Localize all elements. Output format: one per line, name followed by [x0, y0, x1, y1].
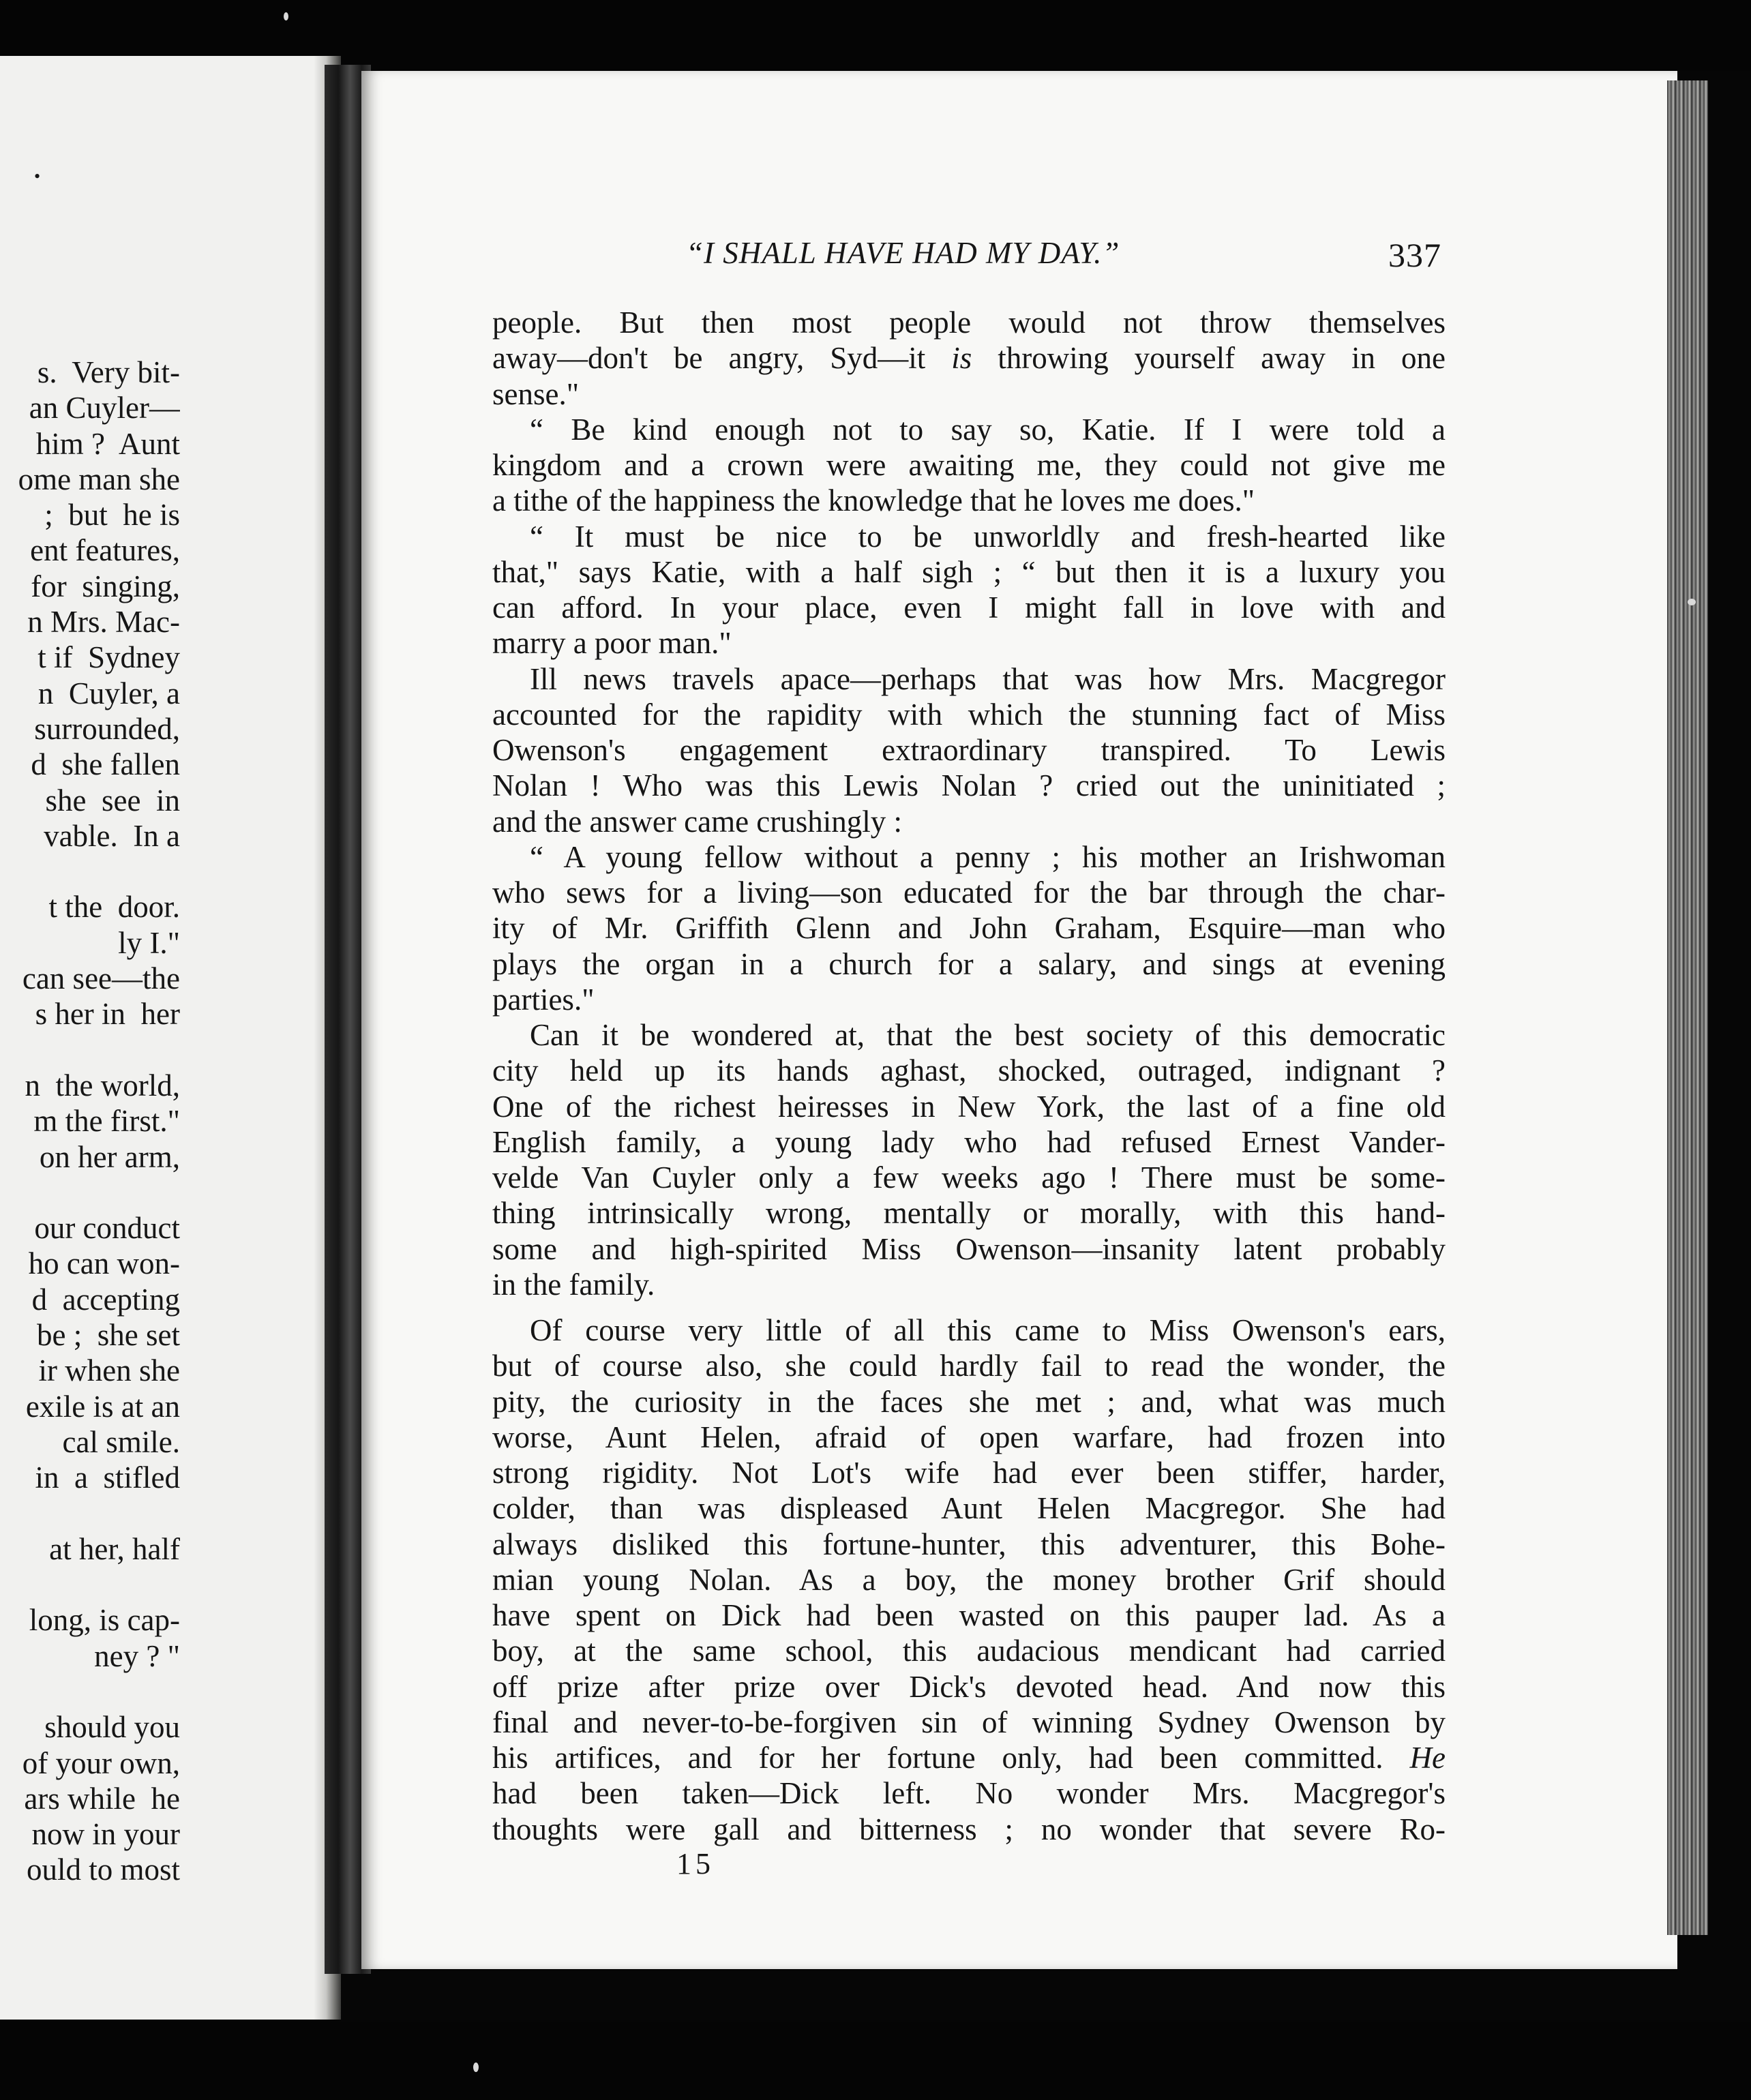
left-page-line: an Cuyler— [29, 391, 180, 425]
left-page-line: she see in [38, 783, 180, 817]
text-line: had been taken—Dick left. No wonder Mrs. Macgregor's [492, 1776, 1446, 1811]
left-page-line: m the first." [33, 1104, 180, 1139]
text-line: city held up its hands aghast, shocked, outraged, indignant ? [492, 1053, 1446, 1088]
text-line: his artifices, and for her fortune only, had been committed. He [492, 1741, 1446, 1775]
text-line: plays the organ in a church for a salary, and sings at evening [492, 946, 1446, 981]
left-page-line: s her in her [35, 997, 180, 1032]
text-line: accounted for the rapidity with which the stunning fact of Miss [492, 697, 1446, 732]
left-page-line: ir when she [38, 1353, 180, 1388]
text-line: pity, the curiosity in the faces she met ; and, what was much [492, 1384, 1446, 1419]
left-page-line: surrounded, [27, 711, 180, 746]
text-line: people. But then most people would not throw themselves [492, 305, 1446, 340]
left-page-line: exile is at an [25, 1389, 180, 1424]
left-page-line: can see—the [22, 961, 180, 996]
left-page-line: on her arm, [31, 1139, 180, 1174]
ink-dot: • [34, 166, 41, 186]
page-number: 337 [1388, 236, 1441, 274]
left-page-line [3, 1032, 180, 1068]
text-line: worse, Aunt Helen, afraid of open warfare, had frozen into [492, 1420, 1446, 1454]
left-page-line [3, 1175, 180, 1210]
text-line: boy, at the same school, this audacious mendicant had carried [492, 1634, 1446, 1668]
left-page-line: of your own, [22, 1745, 180, 1780]
left-page-line [3, 1496, 180, 1531]
paragraph-gap [492, 1302, 1446, 1312]
left-page-line: should you [36, 1710, 180, 1745]
text-line: thing intrinsically wrong, mentally or morally, with this hand- [492, 1196, 1446, 1231]
left-page-line: n the world, [25, 1068, 180, 1102]
left-page-line: t the door. [48, 890, 180, 925]
dust-speck [284, 12, 288, 20]
text-line: can afford. In your place, even I might fall in love with and [492, 590, 1446, 625]
text-line: colder, than was displeased Aunt Helen Macgregor. She had [492, 1491, 1446, 1526]
left-page-line: our conduct [34, 1211, 180, 1246]
running-header [686, 235, 1441, 276]
text-line: Ill news travels apace—perhaps that was how Mrs. Macgregor [530, 661, 1446, 696]
text-line: Of course very little of all this came to Miss Owenson's ears, [530, 1313, 1446, 1347]
page-edges [1667, 80, 1708, 1935]
scan-background-bottom [0, 2022, 1751, 2100]
left-page-line [3, 1567, 180, 1602]
text-line: who sews for a living—son educated for the bar through the char- [492, 875, 1446, 910]
left-page-line: d accepting [31, 1282, 180, 1317]
text-line: but of course also, she could hardly fail to read the wonder, the [492, 1349, 1446, 1383]
signature-mark: 15 [676, 1847, 715, 1880]
left-page-line: ome man she [18, 462, 180, 496]
text-line: always disliked this fortune-hunter, this adventurer, this Bohe- [492, 1527, 1446, 1561]
text-line: sense." [492, 376, 580, 411]
text-line: Can it be wondered at, that the best society of this democratic [530, 1018, 1446, 1052]
text-line: mian young Nolan. As a boy, the money brother Grif should [492, 1562, 1446, 1597]
left-page-line: vable. In a [44, 818, 180, 853]
text-line: in the family. [492, 1267, 655, 1302]
text-line: “ It must be nice to be unworldly and fresh-hearted like [530, 519, 1446, 554]
left-page-line [3, 1674, 180, 1709]
left-page-line: ars while he [24, 1781, 180, 1816]
text-line: away—don't be angry, Syd—it is throwing yourself away in one [492, 341, 1446, 376]
dust-speck [1688, 599, 1696, 605]
left-page [0, 56, 341, 2020]
text-line: “ A young fellow without a penny ; his mother an Irishwoman [530, 839, 1446, 874]
left-page-line [3, 854, 180, 889]
text-line: velde Van Cuyler only a few weeks ago ! There must be some- [492, 1160, 1446, 1195]
text-line: that," says Katie, with a half sigh ; “ but then it is a luxury you [492, 554, 1446, 589]
left-page-line: ho can won- [28, 1246, 180, 1281]
text-line: off prize after prize over Dick's devoted head. And now this [492, 1669, 1446, 1704]
running-title: “I SHALL HAVE HAD MY DAY.” [686, 236, 1120, 270]
text-line: ity of Mr. Griffith Glenn and John Graham, Esquire—man who [492, 911, 1446, 946]
left-page-line: d she fallen [31, 747, 180, 782]
left-page-line: for singing, [23, 569, 180, 603]
left-page-line: n Cuyler, a [38, 676, 180, 710]
left-page-line: s. Very bit- [37, 355, 180, 389]
left-page-line: ; but he is [37, 498, 180, 532]
body-text [492, 305, 1446, 1847]
text-line: and the answer came crushingly : [492, 804, 903, 839]
text-line: One of the richest heiresses in New York, the last of a fine old [492, 1089, 1446, 1124]
left-page-line: n Mrs. Mac- [27, 605, 180, 640]
dust-speck [473, 2062, 479, 2072]
left-page-line: in a stifled [35, 1460, 180, 1495]
left-page-line: now in your [31, 1817, 180, 1852]
text-line: Nolan ! Who was this Lewis Nolan ? cried out the uninitiated ; [492, 768, 1446, 803]
left-page-line: cal smile. [62, 1424, 180, 1459]
text-line: Owenson's engagement extraordinary transpired. To Lewis [492, 733, 1446, 767]
text-line: some and high-spirited Miss Owenson—insanity latent probably [492, 1231, 1446, 1266]
left-page-line: him ? Aunt [35, 426, 180, 461]
text-line: thoughts were gall and bitterness ; no wonder that severe Ro- [492, 1812, 1446, 1846]
left-page-text [3, 355, 180, 1888]
left-page-line: ly I." [118, 925, 180, 960]
left-page-line: long, is cap- [29, 1603, 180, 1638]
left-page-line: be ; she set [29, 1318, 180, 1353]
text-line: have spent on Dick had been wasted on this pauper lad. As a [492, 1598, 1446, 1632]
left-page-line: at her, half [41, 1531, 180, 1566]
left-page-line: ney ? " [94, 1638, 180, 1673]
text-line: “ Be kind enough not to say so, Katie. If I were told a [530, 412, 1446, 447]
text-line: final and never-to-be-forgiven sin of winning Sydney Owenson by [492, 1705, 1446, 1739]
text-line: English family, a young lady who had refused Ernest Vander- [492, 1124, 1446, 1159]
text-line: kingdom and a crown were awaiting me, they could not give me [492, 448, 1446, 482]
text-line: strong rigidity. Not Lot's wife had ever been stiffer, harder, [492, 1456, 1446, 1490]
left-page-line: ould to most [26, 1852, 180, 1887]
text-line: parties." [492, 982, 595, 1017]
left-page-line: ent features, [30, 533, 180, 568]
text-line: marry a poor man." [492, 626, 732, 661]
left-page-line: t if Sydney [38, 640, 180, 675]
text-line: a tithe of the happiness the knowledge that he loves me does." [492, 483, 1255, 518]
